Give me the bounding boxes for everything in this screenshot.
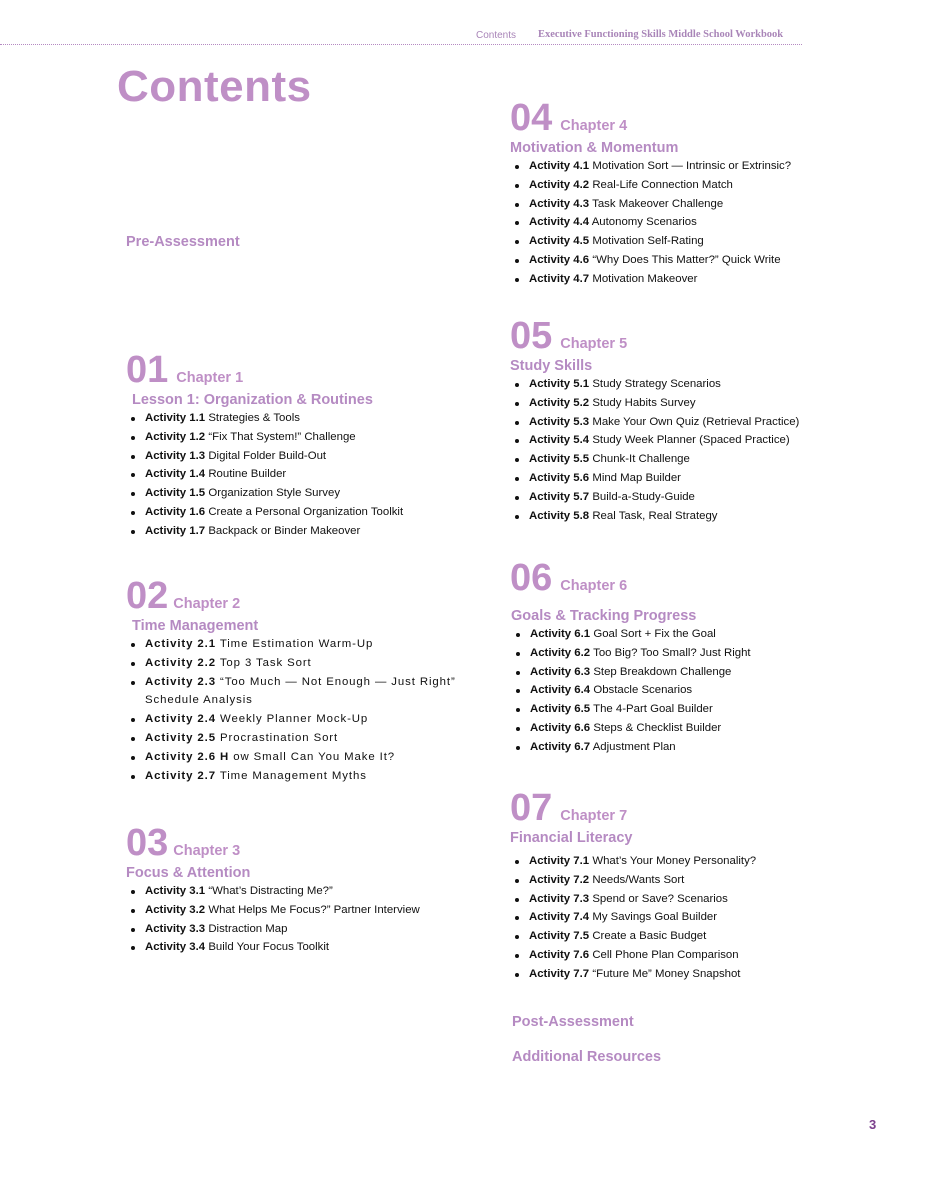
activity-title: Time Management Myths (219, 769, 367, 782)
activity-item[interactable] (126, 673, 466, 711)
chapter-label: Chapter 3 (173, 843, 241, 859)
activity-title: Build-a-Study-Guide (592, 490, 695, 503)
activity-id: Activity 7.2 (529, 873, 590, 886)
activity-id: Activity 1.6 (145, 505, 206, 518)
activity-id: Activity 4.3 (529, 197, 590, 210)
chapter-topic[interactable]: Goals & Tracking Progress (511, 608, 697, 624)
chapter-number: 03 (126, 822, 169, 864)
activity-item[interactable] (511, 625, 870, 644)
activity-item[interactable] (511, 681, 870, 700)
chapter-topic[interactable]: Study Skills (510, 358, 593, 374)
chapter-label: Chapter 5 (560, 336, 628, 352)
activity-item[interactable] (511, 719, 870, 738)
activity-title: Needs/Wants Sort (592, 873, 685, 886)
activity-title: Real-Life Connection Match (592, 178, 733, 191)
activity-item[interactable] (510, 890, 870, 909)
activity-item[interactable] (126, 920, 486, 939)
activity-title: Make Your Own Quiz (Retrieval Practice) (592, 415, 800, 428)
activity-item[interactable] (126, 729, 466, 748)
activity-item[interactable] (510, 469, 870, 488)
activity-id: Activity 2.4 (145, 713, 216, 726)
chapter-4 (510, 98, 870, 289)
activity-title: Motivation Self-Rating (592, 235, 704, 248)
activity-id: Activity 4.4 (529, 216, 590, 229)
activity-item[interactable] (126, 484, 486, 503)
chapter-6 (510, 558, 870, 757)
activity-item[interactable] (510, 946, 870, 965)
activity-item[interactable] (511, 644, 870, 663)
activity-item[interactable] (126, 635, 466, 654)
activity-item[interactable] (511, 738, 870, 757)
activity-id: Activity 5.3 (529, 415, 590, 428)
chapter-label: Chapter 2 (173, 596, 241, 612)
activity-id: Activity 6.3 (530, 665, 591, 678)
activity-id: Activity 2.1 (145, 638, 216, 650)
activity-title: “Too Much — Not Enough — Just Right” Schedule Analysis (145, 675, 456, 707)
activity-title: Build Your Focus Toolkit (208, 941, 330, 954)
pre-assessment-link[interactable]: Pre-Assessment (126, 234, 240, 250)
activity-list (510, 852, 870, 984)
activity-item[interactable] (510, 507, 870, 526)
activity-list (510, 375, 870, 525)
activity-list (510, 157, 870, 289)
activity-title: Strategies & Tools (208, 412, 300, 424)
activity-id: Activity 4.1 (529, 160, 590, 172)
page-number: 3 (869, 1117, 877, 1132)
activity-item[interactable] (510, 927, 870, 946)
activity-item[interactable] (510, 375, 870, 394)
activity-id: Activity 3.3 (145, 922, 206, 935)
activity-title: Backpack or Binder Makeover (208, 524, 361, 537)
activity-id: Activity 6.7 (530, 740, 591, 753)
activity-title: Study Week Planner (Spaced Practice) (592, 434, 790, 447)
chapter-number: 01 (126, 349, 169, 391)
activity-id: Activity 3.1 (145, 885, 206, 897)
activity-item[interactable] (126, 654, 466, 673)
chapter-label: Chapter 7 (560, 808, 628, 824)
additional-resources-link[interactable]: Additional Resources (512, 1049, 662, 1065)
page-title: Contents (117, 62, 312, 111)
activity-item[interactable] (126, 710, 466, 729)
activity-title: Cell Phone Plan Comparison (592, 948, 739, 961)
activity-item[interactable] (510, 251, 870, 270)
activity-title: Autonomy Scenarios (591, 216, 697, 229)
activity-item[interactable] (510, 157, 870, 176)
activity-id: Activity 5.4 (529, 434, 590, 447)
activity-id: Activity 2.7 (145, 769, 216, 782)
activity-title: Mind Map Builder (592, 471, 681, 484)
activity-item[interactable] (511, 700, 870, 719)
activity-title: Time Estimation Warm-Up (219, 638, 374, 650)
activity-item[interactable] (510, 488, 870, 507)
activity-title: Too Big? Too Small? Just Right (593, 646, 751, 659)
chapter-topic[interactable]: Lesson 1: Organization & Routines (132, 392, 373, 408)
activity-item[interactable] (510, 871, 870, 890)
activity-item[interactable] (510, 176, 870, 195)
activity-item[interactable] (510, 195, 870, 214)
activity-id: Activity 7.5 (529, 930, 590, 943)
activity-title: Real Task, Real Strategy (592, 509, 718, 522)
chapter-1 (126, 350, 486, 541)
activity-id: Activity 4.2 (529, 178, 590, 191)
activity-title: Distraction Map (208, 922, 288, 935)
activity-title: Digital Folder Build-Out (208, 449, 327, 462)
activity-title: Top 3 Task Sort (219, 656, 312, 669)
activity-id: Activity 4.5 (529, 235, 590, 248)
activity-item[interactable] (126, 409, 486, 428)
chapter-2 (126, 576, 466, 785)
activity-id: Activity 1.3 (145, 449, 206, 462)
activity-item[interactable] (126, 503, 486, 522)
activity-id: Activity 2.2 (145, 656, 216, 669)
activity-title: Organization Style Survey (208, 487, 341, 500)
activity-id: Activity 6.2 (530, 646, 591, 659)
activity-item[interactable] (126, 767, 466, 786)
activity-title: “What’s Distracting Me?” (208, 885, 333, 897)
activity-title: The 4-Part Goal Builder (593, 703, 713, 716)
activity-item[interactable] (126, 938, 486, 957)
chapter-label: Chapter 1 (176, 370, 244, 386)
activity-item[interactable] (510, 965, 870, 984)
chapter-label: Chapter 4 (560, 118, 628, 134)
chapter-5 (510, 316, 870, 525)
activity-title: Study Strategy Scenarios (592, 378, 721, 390)
activity-id: Activity 7.4 (529, 911, 590, 924)
activity-id: Activity 1.4 (145, 468, 206, 481)
activity-title: What Helps Me Focus?” Partner Interview (208, 903, 420, 916)
activity-title: Chunk-It Challenge (592, 453, 690, 466)
chapter-number: 04 (510, 97, 553, 139)
header-section: Contents (476, 30, 517, 41)
activity-title: Create a Personal Organization Toolkit (208, 505, 404, 518)
activity-id: Activity 7.6 (529, 948, 590, 961)
activity-id: Activity 6.1 (530, 628, 591, 640)
activity-title: “Future Me” Money Snapshot (592, 967, 741, 980)
activity-item[interactable] (510, 431, 870, 450)
activity-item[interactable] (510, 908, 870, 927)
activity-id: Activity 3.4 (145, 941, 206, 954)
activity-list (511, 625, 870, 757)
chapter-number: 07 (510, 787, 553, 829)
chapter-7 (510, 788, 870, 984)
activity-id: Activity 5.5 (529, 453, 590, 466)
activity-item[interactable] (510, 213, 870, 232)
activity-id: Activity 5.6 (529, 471, 590, 484)
activity-id: Activity 7.3 (529, 892, 590, 905)
activity-title: “Fix That System!” Challenge (208, 430, 356, 443)
activity-id: Activity 6.4 (530, 684, 591, 697)
activity-item[interactable] (126, 428, 486, 447)
activity-title: Procrastination Sort (220, 731, 339, 744)
activity-title: Task Makeover Challenge (592, 197, 724, 210)
activity-id: Activity 4.6 (529, 253, 590, 266)
activity-id: Activity 1.5 (145, 487, 206, 500)
activity-item[interactable] (126, 748, 466, 767)
activity-title: Study Habits Survey (592, 396, 696, 409)
activity-item[interactable] (126, 465, 486, 484)
activity-id: Activity 3.2 (145, 903, 206, 916)
activity-title: Motivation Sort — Intrinsic or Extrinsic? (592, 160, 792, 172)
activity-title: “Why Does This Matter?” Quick Write (592, 253, 781, 266)
activity-title: Routine Builder (208, 468, 287, 481)
activity-id: Activity 5.2 (529, 396, 590, 409)
activity-id: Activity 4.7 (529, 272, 590, 285)
activity-title: Create a Basic Budget (592, 930, 707, 943)
activity-title: Spend or Save? Scenarios (592, 892, 728, 905)
activity-id: Activity 7.7 (529, 967, 590, 980)
activity-item[interactable] (510, 413, 870, 432)
activity-id: Activity 6.6 (530, 721, 591, 734)
activity-title: My Savings Goal Builder (592, 911, 718, 924)
activity-id: Activity 6.5 (530, 703, 591, 716)
activity-title: Goal Sort + Fix the Goal (593, 628, 716, 640)
running-header (0, 28, 802, 45)
chapter-topic[interactable]: Time Management (132, 618, 259, 634)
activity-title: Adjustment Plan (592, 740, 676, 753)
activity-list (126, 409, 486, 541)
activity-id: Activity 2.5 (145, 731, 216, 744)
activity-title: Weekly Planner Mock-Up (220, 713, 369, 726)
activity-id: Activity 2.3 (145, 675, 216, 688)
activity-id: Activity 2.6 H (145, 750, 230, 763)
chapter-topic[interactable]: Financial Literacy (510, 830, 633, 846)
activity-item[interactable] (510, 270, 870, 289)
activity-item[interactable] (126, 447, 486, 466)
activity-item[interactable] (510, 450, 870, 469)
activity-item[interactable] (126, 882, 486, 901)
activity-list (126, 635, 466, 785)
chapter-number: 02 (126, 575, 169, 617)
chapter-number: 05 (510, 315, 553, 357)
activity-title: What’s Your Money Personality? (592, 855, 757, 867)
chapter-topic[interactable]: Motivation & Momentum (510, 140, 679, 156)
activity-item[interactable] (126, 901, 486, 920)
chapter-number: 06 (510, 557, 553, 599)
activity-title: Step Breakdown Challenge (593, 665, 732, 678)
chapter-3 (126, 823, 486, 957)
chapter-label: Chapter 6 (560, 578, 628, 594)
header-book-title: Executive Functioning Skills Middle School Workbook (538, 29, 784, 40)
chapter-topic[interactable]: Focus & Attention (126, 865, 251, 881)
activity-item[interactable] (510, 394, 870, 413)
activity-id: Activity 1.1 (145, 412, 206, 424)
activity-id: Activity 7.1 (529, 855, 590, 867)
activity-id: Activity 1.2 (145, 430, 206, 443)
activity-item[interactable] (126, 522, 486, 541)
activity-item[interactable] (510, 232, 870, 251)
activity-item[interactable] (511, 663, 870, 682)
activity-list (126, 882, 486, 957)
activity-id: Activity 5.8 (529, 509, 590, 522)
activity-title: Obstacle Scenarios (593, 684, 693, 697)
activity-id: Activity 1.7 (145, 524, 206, 537)
activity-id: Activity 5.1 (529, 378, 590, 390)
activity-title: Motivation Makeover (592, 272, 698, 285)
activity-title: Steps & Checklist Builder (593, 721, 722, 734)
activity-item[interactable] (510, 852, 870, 871)
activity-id: Activity 5.7 (529, 490, 590, 503)
activity-title: ow Small Can You Make It? (233, 750, 396, 763)
post-assessment-link[interactable]: Post-Assessment (512, 1014, 634, 1030)
